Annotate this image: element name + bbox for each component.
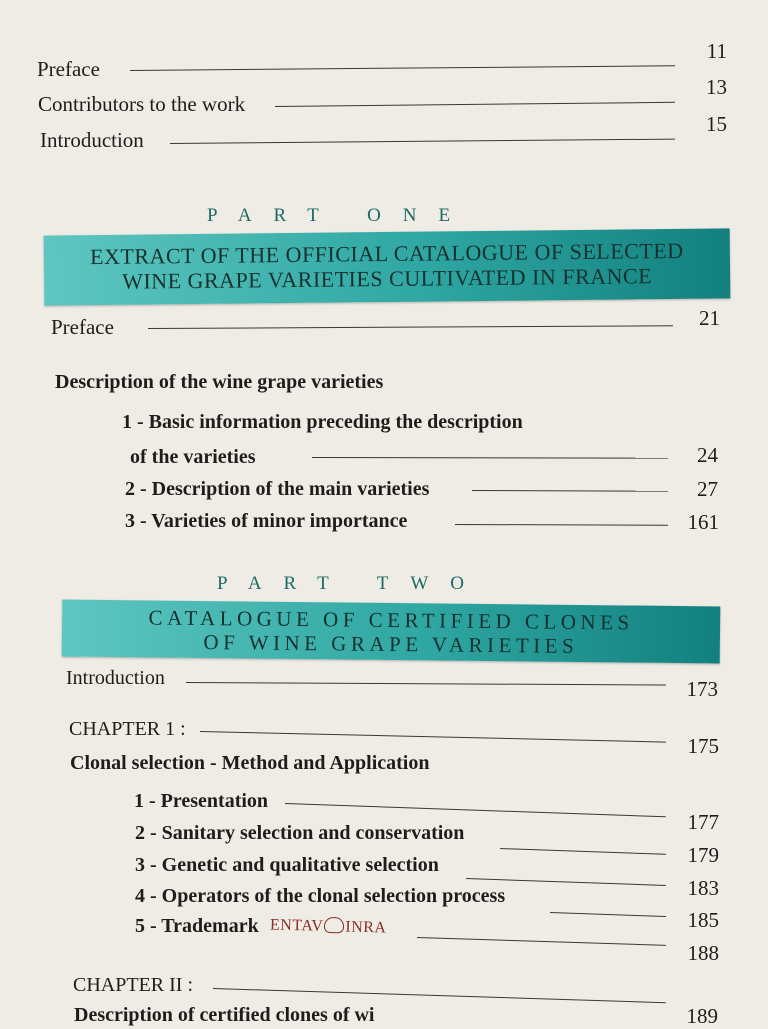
part-one-item-2-label: 2 - Description of the main varieties: [125, 478, 430, 500]
toc-preface-label: Preface: [37, 57, 100, 81]
toc-leader: [148, 325, 673, 329]
chapter-1-item-3-label: 3 - Genetic and qualitative selection: [135, 854, 439, 876]
part-one-item-1-line-2: of the varieties: [130, 446, 256, 468]
banner-line-1: EXTRACT OF THE OFFICIAL CATALOGUE OF SELECTED: [89, 237, 684, 270]
toc-leader: [200, 731, 666, 743]
part-one-preface-label: Preface: [51, 315, 114, 339]
chapter-1-page: 175: [687, 734, 719, 758]
toc-leader: [417, 937, 666, 946]
toc-leader: [285, 803, 666, 817]
toc-leader: [213, 988, 666, 1003]
toc-contributors-label: Contributors to the work: [38, 92, 246, 116]
toc-preface-page: 11: [706, 39, 727, 63]
chapter-1-item-2-page: 179: [687, 843, 719, 867]
toc-leader: [472, 490, 668, 492]
cloud-icon: [324, 917, 344, 934]
part-one-item-3-page: 161: [687, 510, 719, 534]
part-two-heading: PART TWO: [217, 573, 487, 594]
part-one-section-title: Description of the wine grape varieties: [55, 371, 384, 393]
chapter-1-item-2-label: 2 - Sanitary selection and conservation: [135, 822, 465, 844]
toc-leader: [312, 457, 668, 459]
part-one-banner: [44, 228, 731, 305]
part-one-item-2-page: 27: [697, 477, 718, 501]
part-two-introduction-page: 173: [686, 677, 718, 701]
chapter-2-page: 189: [686, 1004, 718, 1028]
part-two-banner: [62, 600, 721, 664]
chapter-1-item-5-page: 188: [687, 941, 719, 965]
toc-leader: [500, 848, 666, 855]
part-one-preface-page: 21: [699, 306, 720, 330]
part-one-item-1-line-1: 1 - Basic information preceding the description: [122, 411, 523, 433]
chapter-1-item-4-page: 185: [687, 908, 719, 932]
logo-entav-text: ENTAV: [269, 916, 324, 935]
banner-line-2: OF WINE GRAPE VARIETIES: [203, 630, 579, 658]
chapter-1-item-1-page: 177: [687, 810, 719, 834]
toc-leader: [170, 139, 675, 144]
part-one-item-1-page: 24: [697, 443, 718, 467]
part-two-introduction-label: Introduction: [66, 667, 165, 689]
chapter-2-title: Description of certified clones of wi: [74, 1004, 375, 1026]
chapter-1-label: CHAPTER 1 :: [69, 718, 186, 740]
toc-introduction-label: Introduction: [40, 128, 144, 152]
toc-leader: [550, 912, 666, 917]
toc-contributors-page: 13: [706, 75, 727, 99]
chapter-1-item-3-page: 183: [687, 876, 719, 900]
part-one-heading: PART ONE: [207, 205, 473, 226]
banner-line-2: WINE GRAPE VARIETIES CULTIVATED IN FRANCE: [122, 263, 653, 294]
toc-introduction-page: 15: [706, 112, 727, 136]
chapter-1-item-4-label: 4 - Operators of the clonal selection process: [135, 885, 506, 907]
toc-leader: [186, 682, 666, 686]
chapter-1-item-1-label: 1 - Presentation: [134, 790, 269, 812]
chapter-2-label: CHAPTER II :: [73, 974, 193, 996]
toc-leader: [275, 102, 675, 107]
toc-leader: [130, 65, 675, 71]
logo-inra-text: INRA: [345, 918, 387, 937]
part-one-item-3-label: 3 - Varieties of minor importance: [125, 510, 408, 532]
chapter-1-title: Clonal selection - Method and Application: [70, 752, 430, 774]
entav-inra-logo: [270, 915, 387, 937]
toc-leader: [455, 524, 668, 526]
chapter-1-item-5-label: 5 - Trademark: [135, 915, 259, 937]
banner-line-1: CATALOGUE OF CERTIFIED CLONES: [148, 605, 634, 635]
